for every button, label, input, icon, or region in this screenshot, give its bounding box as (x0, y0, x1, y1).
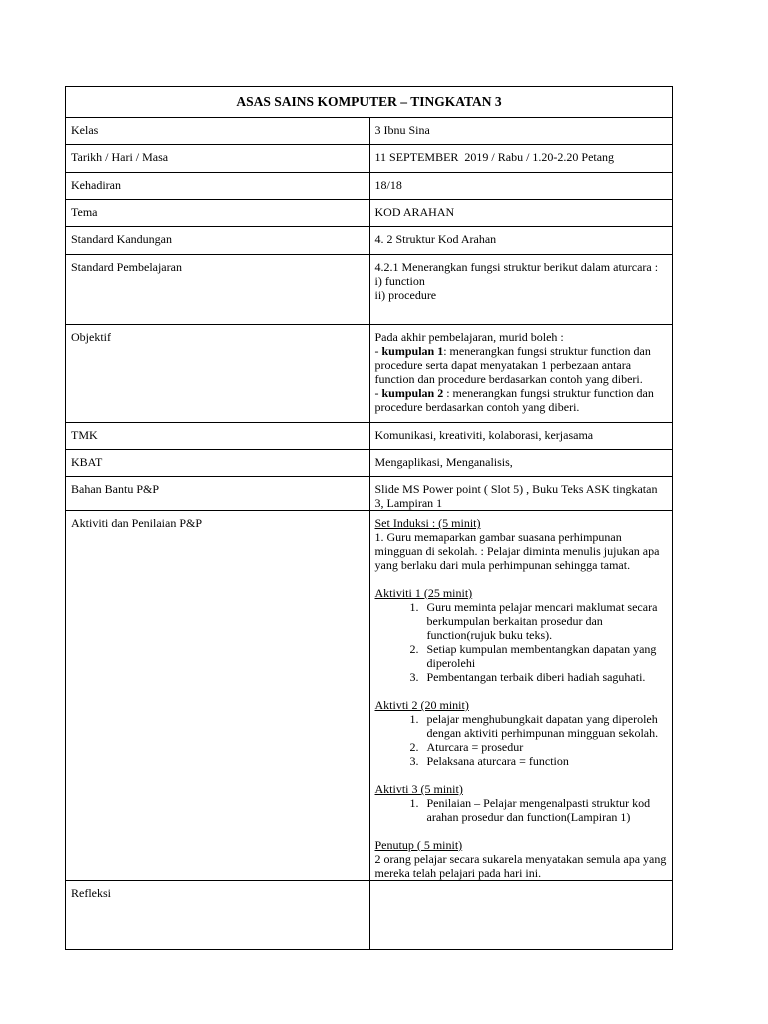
value-standard-kandungan: 4. 2 Struktur Kod Arahan (369, 227, 673, 255)
aktiviti-1-heading: Aktiviti 1 (25 minit) (374, 586, 473, 600)
value-aktiviti (369, 511, 673, 881)
list-item: 2. Aturcara = prosedur (422, 740, 668, 754)
row-tarikh (66, 145, 673, 173)
k1-prefix: - (374, 344, 382, 358)
list-item: 3. Pelaksana aturcara = function (422, 754, 668, 768)
sp-line-1: 4.2.1 Menerangkan fungsi struktur berikut dalam aturcara : (374, 260, 659, 274)
k1-bold: kumpulan 1 (381, 344, 444, 358)
row-kelas (66, 118, 673, 145)
row-tmk (66, 423, 673, 450)
label-kbat: KBAT (66, 450, 370, 477)
penutup-heading: Penutup ( 5 minit) (374, 838, 463, 852)
row-kehadiran (66, 173, 673, 200)
label-bahan: Bahan Bantu P&P (66, 477, 370, 511)
objektif-kumpulan-1 (375, 344, 668, 386)
row-objektif (66, 325, 673, 423)
row-standard-kandungan (66, 227, 673, 255)
aktiviti-2-list (375, 712, 668, 768)
k2-prefix: - (374, 386, 382, 400)
label-objektif: Objektif (66, 325, 370, 423)
row-bahan (66, 477, 673, 511)
row-kbat (66, 450, 673, 477)
label-tarikh: Tarikh / Hari / Masa (66, 145, 370, 173)
label-aktiviti: Aktiviti dan Penilaian P&P (66, 511, 370, 881)
value-tarikh: 11 SEPTEMBER 2019 / Rabu / 1.20-2.20 Petang (369, 145, 673, 173)
k2-bold: kumpulan 2 (381, 386, 444, 400)
sp-line-2: i) function (374, 274, 425, 288)
sp-line-3: ii) procedure (374, 288, 437, 302)
aktiviti-2-heading: Aktivti 2 (20 minit) (374, 698, 469, 712)
aktiviti-3-list (375, 796, 668, 824)
label-kelas: Kelas (66, 118, 370, 145)
row-tema (66, 200, 673, 227)
list-item: 1. pelajar menghubungkait dapatan yang diperoleh dengan aktiviti perhimpunan mingguan sekolah. (422, 712, 668, 740)
value-kbat: Mengaplikasi, Menganalisis, (369, 450, 673, 477)
value-kehadiran: 18/18 (369, 173, 673, 200)
penutup-text: 2 orang pelajar secara sukarela menyatakan semula apa yang mereka telah pelajari pada hari ini. (374, 852, 667, 880)
row-aktiviti (66, 511, 673, 881)
value-tema: KOD ARAHAN (369, 200, 673, 227)
label-tema: Tema (66, 200, 370, 227)
list-item: 2. Setiap kumpulan membentangkan dapatan yang diperolehi (422, 642, 668, 670)
k2-text: : menerangkan fungsi struktur function dan procedure berdasarkan contoh yang diberi. (374, 386, 654, 414)
value-standard-pembelajaran (369, 255, 673, 325)
list-item: 1. Penilaian – Pelajar mengenalpasti struktur kod arahan prosedur dan function(Lampiran 1) (422, 796, 668, 824)
set-induksi-text: 1. Guru memaparkan gambar suasana perhimpunan mingguan di sekolah. : Pelajar diminta menulis jujukan apa yang berlaku dari mula perhimpunan sehingga tamat. (374, 530, 660, 572)
objektif-intro: Pada akhir pembelajaran, murid boleh : (374, 330, 564, 344)
aktiviti-1-list (375, 600, 668, 684)
value-kelas: 3 Ibnu Sina (369, 118, 673, 145)
value-bahan: Slide MS Power point ( Slot 5) , Buku Teks ASK tingkatan 3, Lampiran 1 (369, 477, 673, 511)
value-refleksi (369, 881, 673, 950)
row-refleksi (66, 881, 673, 950)
value-tmk: Komunikasi, kreativiti, kolaborasi, kerjasama (369, 423, 673, 450)
k1-text: : menerangkan fungsi struktur function dan procedure serta dapat menyatakan 1 perbezaan antara function dan procedure berdasarkan contoh yang diberi. (374, 344, 651, 386)
label-standard-kandungan: Standard Kandungan (66, 227, 370, 255)
label-kehadiran: Kehadiran (66, 173, 370, 200)
list-item: 3. Pembentangan terbaik diberi hadiah saguhati. (422, 670, 668, 684)
label-refleksi: Refleksi (66, 881, 370, 950)
objektif-kumpulan-2 (375, 386, 668, 414)
title-row (66, 87, 673, 118)
label-standard-pembelajaran: Standard Pembelajaran (66, 255, 370, 325)
list-item: 1. Guru meminta pelajar mencari maklumat secara berkumpulan berkaitan prosedur dan function(rujuk buku teks). (422, 600, 668, 642)
set-induksi-heading: Set Induksi : (5 minit) (374, 516, 481, 530)
label-tmk: TMK (66, 423, 370, 450)
value-objektif (369, 325, 673, 423)
row-standard-pembelajaran (66, 255, 673, 325)
lesson-plan-table (65, 86, 673, 950)
aktiviti-3-heading: Aktivti 3 (5 minit) (374, 782, 463, 796)
document-title: ASAS SAINS KOMPUTER – TINGKATAN 3 (66, 87, 673, 118)
